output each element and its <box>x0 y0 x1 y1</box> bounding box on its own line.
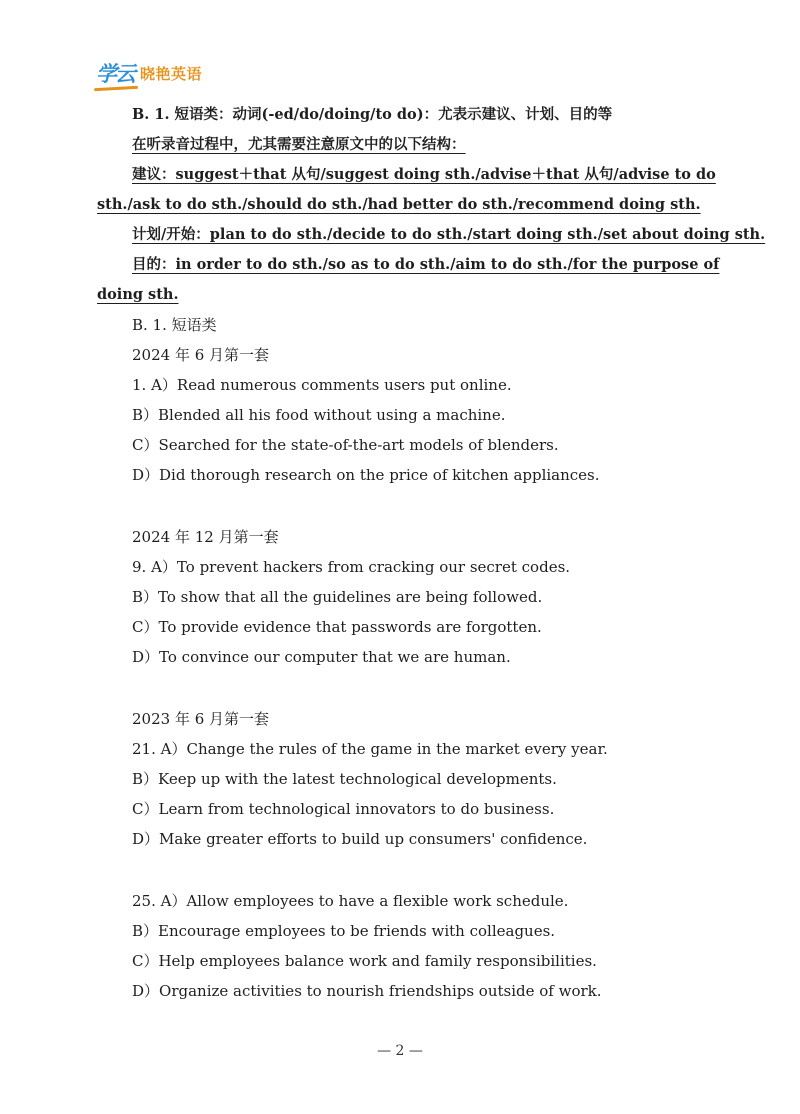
exam-label: 2023 年 6 月第一套 <box>132 710 270 728</box>
page-number: — 2 — <box>377 1043 423 1059</box>
summary-block <box>97 100 766 310</box>
summary-note: 在听录音过程中，尤其需要注意原文中的以下结构： <box>132 136 466 153</box>
question-option: C）Help employees balance work and family responsibilities. <box>132 952 597 970</box>
summary-purpose-line-1: 目的：in order to do sth./so as to do sth./aim to do sth./for the purpose of <box>132 256 720 273</box>
question-option: B）Keep up with the latest technological developments. <box>132 770 557 788</box>
question-option: C）Searched for the state-of-the-art models of blenders. <box>132 436 559 454</box>
summary-purpose-line-2: doing sth. <box>97 286 179 303</box>
question-number: 9. <box>132 558 147 576</box>
summary-suggest-line-1: 建议：suggest＋that 从句/suggest doing sth./advise＋that 从句/advise to do <box>132 166 716 183</box>
summary-plan-line: 计划/开始：plan to do sth./decide to do sth./start doing sth./set about doing sth. <box>132 226 766 243</box>
question-option: A）To prevent hackers from cracking our secret codes. <box>151 558 571 576</box>
summary-heading: B. 1. 短语类：动词(-ed/do/doing/to do)：尤表示建议、计划、目的等 <box>132 106 613 123</box>
question-option: D）Organize activities to nourish friendships outside of work. <box>132 982 602 1000</box>
logo-mark: 学云 <box>96 58 134 88</box>
question-item <box>97 886 704 916</box>
question-option: A）Read numerous comments users put online. <box>151 376 512 394</box>
question-option: C）To provide evidence that passwords are forgotten. <box>132 618 542 636</box>
section-title: B. 1. 短语类 <box>132 316 217 334</box>
exam-label: 2024 年 6 月第一套 <box>132 346 270 364</box>
summary-suggest-line-2: sth./ask to do sth./should do sth./had better do sth./recommend doing sth. <box>97 196 701 213</box>
question-option: B）Encourage employees to be friends with colleagues. <box>132 922 556 940</box>
question-item <box>97 552 704 582</box>
question-option: D）Make greater efforts to build up consumers' confidence. <box>132 830 588 848</box>
question-item <box>97 370 704 400</box>
question-option: C）Learn from technological innovators to do business. <box>132 800 555 818</box>
brand-logo <box>96 58 202 88</box>
question-number: 21. <box>132 740 156 758</box>
question-number: 25. <box>132 892 156 910</box>
question-option: A）Allow employees to have a flexible work schedule. <box>160 892 569 910</box>
question-item <box>97 734 704 764</box>
page-content <box>97 100 766 1006</box>
question-option: A）Change the rules of the game in the market every year. <box>160 740 608 758</box>
question-option: D）To convince our computer that we are human. <box>132 648 511 666</box>
question-option: B）To show that all the guidelines are being followed. <box>132 588 543 606</box>
question-option: B）Blended all his food without using a machine. <box>132 406 506 424</box>
question-option: D）Did thorough research on the price of kitchen appliances. <box>132 466 600 484</box>
brand-name: 晓艳英语 <box>140 64 203 83</box>
exam-label: 2024 年 12 月第一套 <box>132 528 279 546</box>
question-number: 1. <box>132 376 147 394</box>
